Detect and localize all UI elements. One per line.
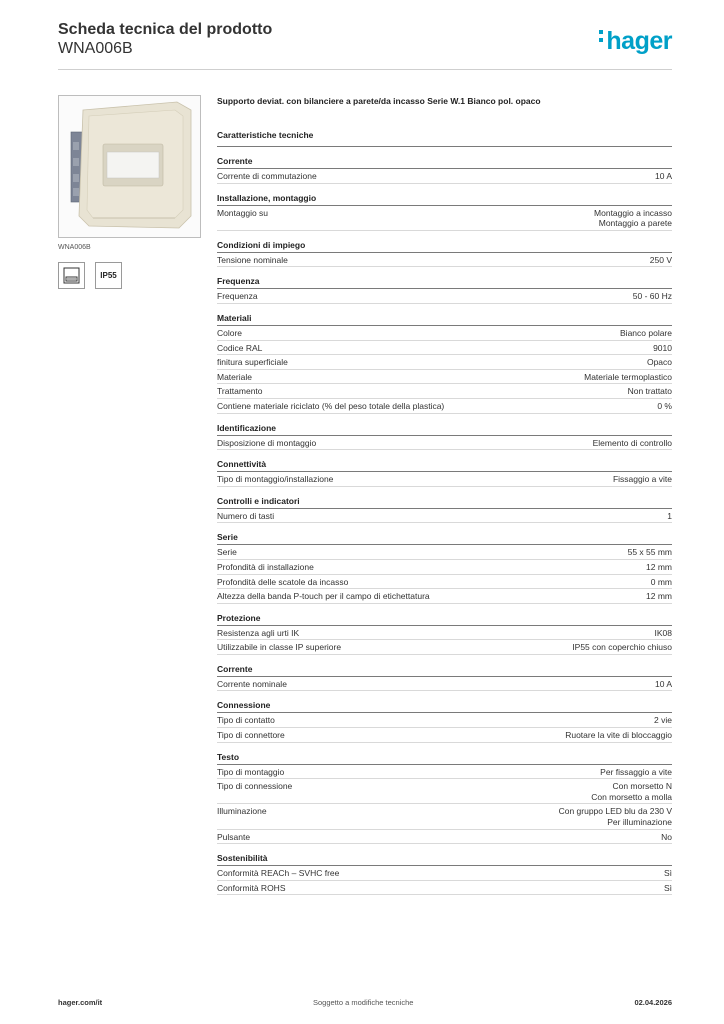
spec-value-line: 12 mm: [646, 561, 672, 572]
spec-value-line: Fissaggio a vite: [612, 474, 672, 485]
spec-row: [217, 728, 672, 743]
spec-row: [217, 436, 672, 451]
spec-value-line: Con morsetto N: [612, 781, 672, 792]
spec-value: [633, 291, 672, 302]
spec-section: [217, 531, 672, 603]
spec-section: [217, 458, 672, 487]
specs-heading: Caratteristiche tecniche: [217, 130, 672, 147]
spec-value: [661, 832, 672, 843]
spec-label: Materiale: [217, 371, 252, 382]
spec-label: Conformità REACh – SVHC free: [217, 868, 340, 879]
spec-row: [217, 545, 672, 560]
spec-section: [217, 192, 672, 231]
spec-label: Colore: [217, 327, 243, 338]
spec-section-title: Connettività: [217, 458, 672, 472]
spec-value-line: Opaco: [646, 357, 672, 368]
spec-section: [217, 239, 672, 268]
spec-value: [565, 730, 672, 741]
spec-value: [559, 806, 672, 827]
spec-row: [217, 866, 672, 881]
spec-value: [593, 438, 672, 449]
spec-value: [655, 679, 672, 690]
spec-value: [628, 386, 672, 397]
spec-section-title: Controlli e indicatori: [217, 495, 672, 509]
spec-label: Codice RAL: [217, 342, 263, 353]
spec-row: [217, 341, 672, 356]
spec-label: Utilizzabile in classe IP superiore: [217, 642, 342, 653]
page-title: Scheda tecnica del prodotto: [58, 21, 273, 38]
spec-value-line: Sì: [663, 868, 672, 879]
flush-mount-icon: [62, 266, 81, 285]
spec-label: Corrente di commutazione: [217, 171, 317, 181]
spec-value-line: IP55 con coperchio chiuso: [572, 642, 672, 653]
ip-rating-badge: IP55: [95, 262, 122, 289]
spec-value-line: Montaggio a incasso: [594, 207, 672, 218]
spec-section: [217, 422, 672, 451]
spec-section: [217, 699, 672, 742]
spec-value-line: 2 vie: [654, 715, 672, 726]
spec-row: [217, 326, 672, 341]
spec-value-line: 10 A: [654, 678, 672, 689]
spec-value-line: Sì: [663, 882, 672, 893]
flush-mount-badge: [58, 262, 85, 289]
technical-specs: [217, 130, 672, 895]
spec-row: [217, 713, 672, 728]
spec-section: [217, 155, 672, 184]
spec-value-line: Elemento di controllo: [592, 437, 672, 448]
spec-value-line: 10 A: [654, 171, 672, 181]
spec-label: Trattamento: [217, 386, 263, 397]
page-header: [58, 20, 672, 70]
spec-value: [651, 577, 672, 588]
spec-value: [572, 642, 672, 653]
spec-section-title: Materiali: [217, 312, 672, 326]
spec-value: [667, 511, 672, 522]
hager-logo: [599, 27, 672, 56]
spec-label: Contiene materiale riciclato (% del peso totale della plastica): [217, 400, 445, 411]
spec-section: [217, 495, 672, 524]
spec-value-line: 12 mm: [646, 591, 672, 602]
spec-value: [628, 547, 672, 558]
spec-value-line: Bianco polare: [620, 327, 672, 338]
spec-row: [217, 289, 672, 304]
spec-value: [654, 715, 672, 726]
spec-label: Profondità delle scatole da incasso: [217, 576, 349, 587]
spec-row: [217, 765, 672, 780]
spec-row: [217, 399, 672, 414]
spec-value: [664, 883, 672, 894]
spec-label: Tipo di montaggio/installazione: [217, 474, 334, 485]
spec-label: Resistenza agli urti IK: [217, 627, 300, 638]
spec-value-line: No: [661, 831, 672, 842]
spec-label: Tipo di montaggio: [217, 766, 285, 777]
spec-value-line: Non trattato: [627, 386, 672, 397]
spec-value: [620, 328, 672, 339]
spec-value-line: Ruotare la vite di bloccaggio: [565, 730, 672, 741]
spec-value-line: 9010: [653, 342, 672, 353]
spec-label: Illuminazione: [217, 806, 267, 817]
spec-value: [657, 401, 672, 412]
spec-row: [217, 626, 672, 641]
spec-value-line: 0 %: [657, 400, 672, 411]
spec-value: [664, 868, 672, 879]
spec-row: [217, 355, 672, 370]
spec-label: Profondità di installazione: [217, 561, 314, 572]
spec-row: [217, 384, 672, 399]
spec-row: [217, 589, 672, 604]
spec-section-title: Corrente: [217, 155, 672, 169]
spec-section-title: Connessione: [217, 699, 672, 713]
spec-value-line: Montaggio a parete: [598, 218, 672, 229]
spec-value-line: 1: [667, 510, 672, 521]
footer-website: hager.com/it: [58, 998, 103, 1007]
spec-value: [655, 628, 673, 639]
spec-value-line: 55 x 55 mm: [627, 547, 672, 558]
spec-row: [217, 370, 672, 385]
spec-value-line: 50 - 60 Hz: [632, 291, 672, 302]
spec-row: [217, 509, 672, 524]
spec-section-title: Frequenza: [217, 275, 672, 289]
spec-row: [217, 640, 672, 655]
spec-label: Conformità ROHS: [217, 882, 286, 893]
spec-row: [217, 830, 672, 845]
spec-value-line: Con gruppo LED blu da 230 V: [558, 806, 672, 817]
spec-value: [646, 591, 672, 602]
spec-value: [594, 208, 672, 229]
product-description: Supporto deviat. con bilanciere a parete/da incasso Serie W.1 Bianco pol. opaco: [217, 96, 541, 106]
spec-section: [217, 751, 672, 845]
footer-notice: Soggetto a modifiche tecniche: [313, 998, 414, 1007]
spec-section: [217, 612, 672, 655]
product-image-caption: WNA006B: [58, 244, 91, 251]
spec-value: [646, 562, 672, 573]
spec-section-title: Condizioni di impiego: [217, 239, 672, 253]
spec-section-title: Sostenibilità: [217, 852, 672, 866]
spec-row: [217, 677, 672, 692]
spec-label: Tipo di contatto: [217, 715, 275, 726]
logo-text: hager: [606, 27, 672, 55]
spec-row: [217, 779, 672, 804]
spec-label: Pulsante: [217, 831, 251, 842]
spec-value: [591, 781, 672, 802]
spec-section: [217, 275, 672, 304]
spec-row: [217, 472, 672, 487]
spec-value-line: IK08: [654, 627, 672, 638]
spec-row: [217, 881, 672, 896]
spec-label: Tipo di connettore: [217, 730, 285, 741]
spec-label: Frequenza: [217, 291, 258, 302]
spec-section-title: Corrente: [217, 663, 672, 677]
spec-section-title: Testo: [217, 751, 672, 765]
spec-value: [650, 255, 672, 266]
spec-value: [600, 767, 672, 778]
product-image: [58, 95, 201, 238]
spec-value: [647, 357, 672, 368]
spec-value: [613, 474, 672, 485]
spec-section: [217, 852, 672, 895]
spec-row: [217, 169, 672, 184]
spec-row: [217, 560, 672, 575]
spec-section-title: Identificazione: [217, 422, 672, 436]
spec-value-line: Per fissaggio a vite: [600, 766, 672, 777]
spec-section: [217, 663, 672, 692]
spec-label: Disposizione di montaggio: [217, 437, 317, 448]
spec-value: [655, 171, 672, 182]
spec-value: [653, 343, 672, 354]
spec-row: [217, 206, 672, 231]
footer-date: 02.04.2026: [634, 998, 672, 1007]
logo-dots-icon: [599, 30, 604, 46]
spec-label: Corrente nominale: [217, 678, 287, 689]
spec-row: [217, 804, 672, 829]
spec-value-line: Materiale termoplastico: [584, 371, 672, 382]
spec-value-line: Per illuminazione: [607, 817, 672, 828]
spec-label: Numero di tasti: [217, 510, 275, 521]
spec-label: Montaggio su: [217, 207, 269, 218]
spec-row: [217, 575, 672, 590]
spec-value-line: Con morsetto a molla: [591, 791, 672, 802]
spec-section-title: Protezione: [217, 612, 672, 626]
spec-label: Serie: [217, 547, 237, 558]
spec-section-title: Installazione, montaggio: [217, 192, 672, 206]
spec-label: Altezza della banda P-touch per il campo di etichettatura: [217, 591, 430, 602]
spec-value: [584, 372, 672, 383]
spec-label: Tensione nominale: [217, 254, 288, 265]
spec-label: Tipo di connessione: [217, 781, 293, 792]
spec-section: [217, 312, 672, 414]
product-code: WNA006B: [58, 40, 133, 57]
switch-product-icon: [59, 96, 200, 237]
spec-value-line: 0 mm: [650, 576, 672, 587]
spec-label: finitura superficiale: [217, 357, 288, 368]
spec-section-title: Serie: [217, 531, 672, 545]
spec-row: [217, 253, 672, 268]
spec-value-line: 250 V: [649, 254, 672, 265]
